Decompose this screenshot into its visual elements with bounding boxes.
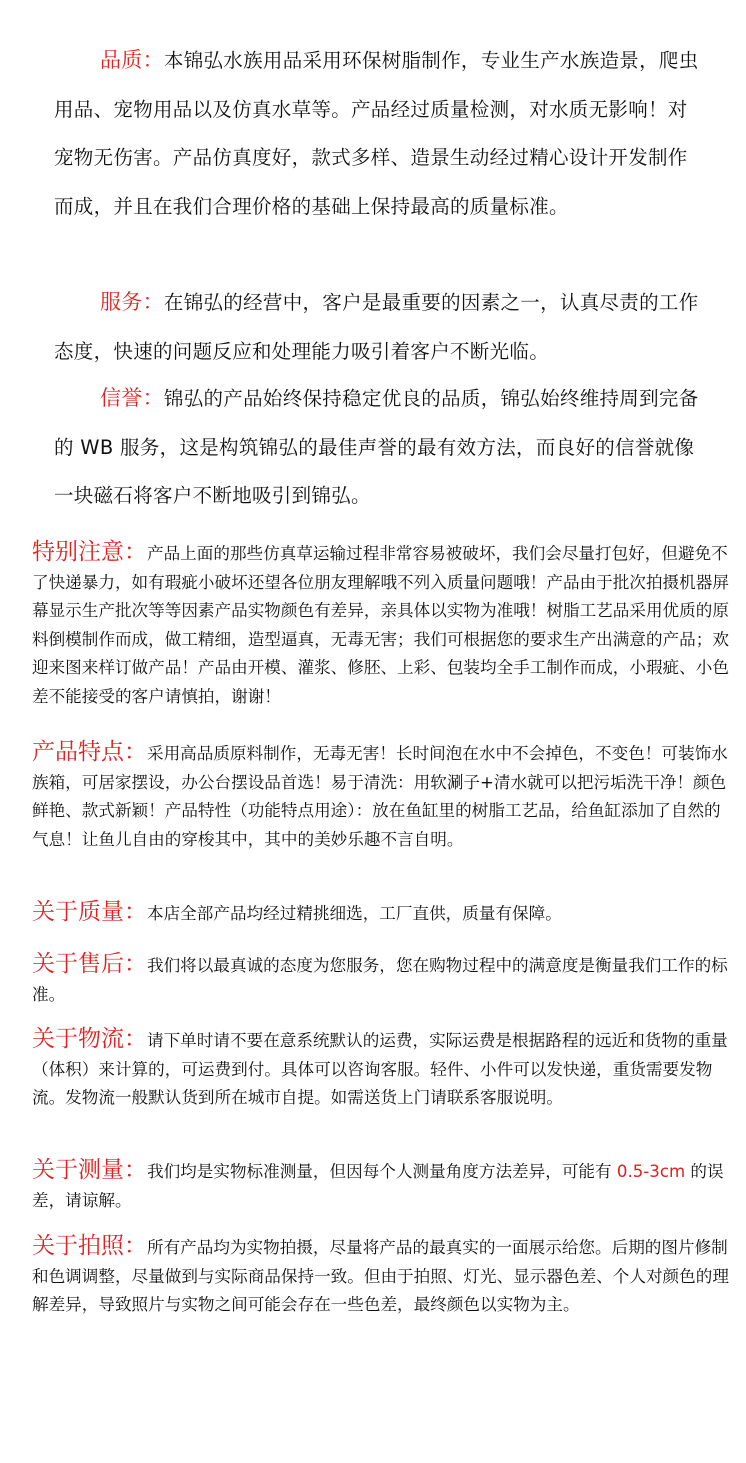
note-quality xyxy=(32,898,732,929)
note-text: 所有产品均为实物拍摄，尽量将产品的最真实的一面展示给您。后期的图片修制和色调调整，尽量做到与实际商品保持一致。但由于拍照、灯光、显示器色差、个人对颜色的理解差异，导致照片与实物之间可能会存在一些色差，最终颜色以实物为主。 xyxy=(32,1238,729,1315)
note-heading: 产品特点： xyxy=(32,739,147,765)
note-special-attention xyxy=(32,538,732,712)
note-heading: 关于售后： xyxy=(32,951,147,977)
measurement-error-range: 0.5-3cm xyxy=(616,1162,686,1181)
note-text: 本店全部产品均经过精挑细选，工厂直供，质量有保障。 xyxy=(147,904,562,923)
note-logistics xyxy=(32,1025,732,1113)
note-text: 产品上面的那些仿真草运输过程非常容易被破坏，我们会尽量打包好，但避免不了快递暴力，如有瑕疵小破坏还望各位朋友理解哦不列入质量问题哦！产品由于批次拍摄机器屏幕显示生产批次等等因素产品实物颜色有差异，亲具体以实物为准哦！树脂工艺品采用优质的原料倒模制作而成，做工精细，造型逼真，无毒无害；我们可根据您的要求生产出满意的产品；欢迎来图来样订做产品！产品由开模、灌浆、修胚、上彩、包装均全手工制作而成，小瑕疵、小色差不能接受的客户请慎拍，谢谢！ xyxy=(32,544,729,706)
note-text-tail: 的误差，请谅解。 xyxy=(32,1162,724,1210)
section-heading: 服务： xyxy=(100,290,164,314)
note-heading: 关于质量： xyxy=(32,899,147,925)
section-reputation xyxy=(54,374,704,521)
note-measurement xyxy=(32,1156,732,1215)
section-heading: 品质： xyxy=(100,48,164,72)
section-text: 本锦弘水族用品采用环保树脂制作，专业生产水族造景，爬虫用品、宠物用品以及仿真水草等。产品经过质量检测，对水质无影响！对宠物无伤害。产品仿真度好，款式多样、造景生动经过精心设计开发制作而成，并且在我们合理价格的基础上保持最高的质量标准。 xyxy=(54,49,699,218)
note-heading: 关于物流： xyxy=(32,1026,147,1052)
section-text: 在锦弘的经营中，客户是最重要的因素之一，认真尽责的工作态度，快速的问题反应和处理能力吸引着客户不断光临。 xyxy=(54,291,699,363)
note-after-sales xyxy=(32,950,732,1009)
section-service xyxy=(54,278,704,376)
section-text: 锦弘的产品始终保持稳定优良的品质，锦弘始终维持周到完备的 WB 服务，这是构筑锦弘的最佳声誉的最有效方法，而良好的信誉就像一块磁石将客户不断地吸引到锦弘。 xyxy=(54,387,699,507)
note-heading: 特别注意： xyxy=(32,539,147,565)
section-quality xyxy=(54,36,704,231)
note-text: 我们均是实物标准测量，但因每个人测量角度方法差异，可能有 xyxy=(147,1162,617,1181)
note-product-features xyxy=(32,738,732,854)
note-heading: 关于测量： xyxy=(32,1157,147,1183)
section-heading: 信誉： xyxy=(100,386,164,410)
note-photography xyxy=(32,1232,732,1320)
note-text: 请下单时请不要在意系统默认的运费，实际运费是根据路程的远近和货物的重量（体积）来计算的，可运费到付。具体可以咨询客服。轻件、小件可以发快递，重货需要发物流。发物流一般默认货到所在城市自提。如需送货上门请联系客服说明。 xyxy=(32,1031,728,1108)
note-heading: 关于拍照： xyxy=(32,1233,147,1259)
note-text: 我们将以最真诚的态度为您服务，您在购物过程中的满意度是衡量我们工作的标准。 xyxy=(32,956,728,1004)
note-text: 采用高品质原料制作，无毒无害！长时间泡在水中不会掉色，不变色！可装饰水族箱，可居家摆设，办公台摆设品首选！易于清洗：用软涮子+清水就可以把污垢洗干净！颜色鲜艳、款式新颖！产品特性（功能特点用途）：放在鱼缸里的树脂工艺品，给鱼缸添加了自然的气息！让鱼儿自由的穿梭其中，其中的美妙乐趣不言自明。 xyxy=(32,744,728,849)
